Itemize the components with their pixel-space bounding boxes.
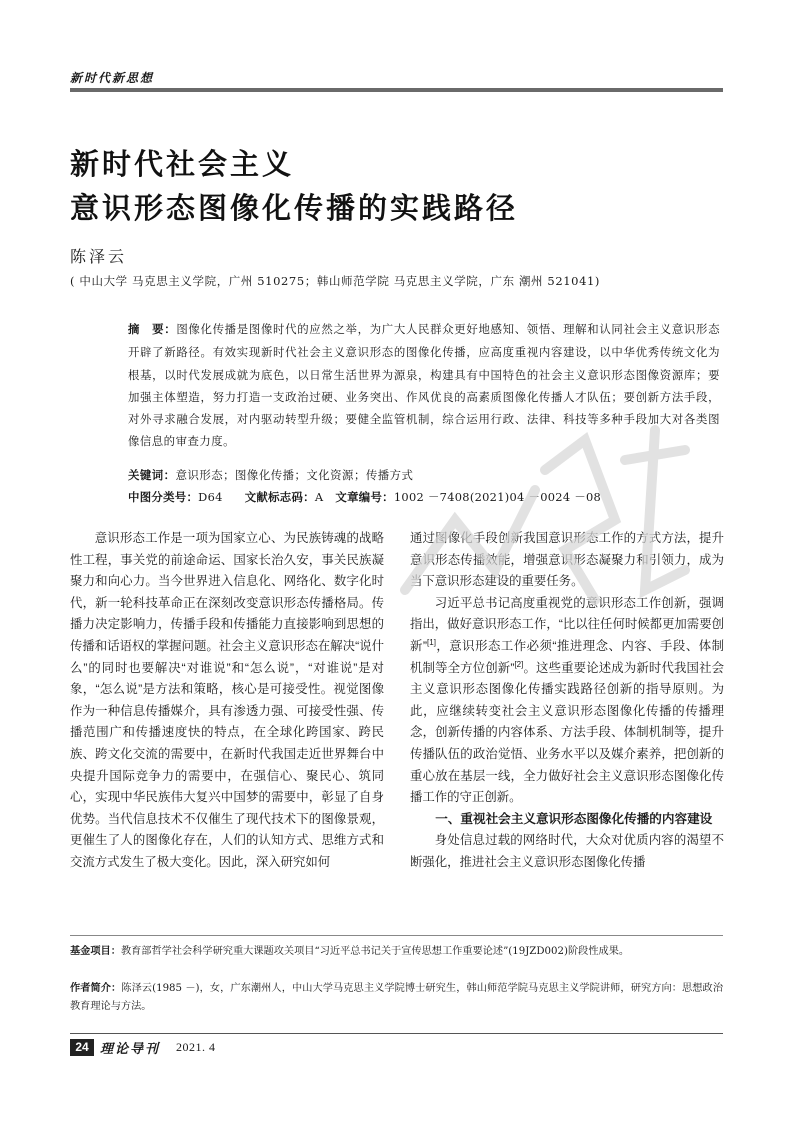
footer-rule: [70, 1033, 723, 1034]
doc-code-value: A: [314, 490, 324, 504]
clc-label: 中图分类号：: [128, 492, 199, 504]
abstract: [128, 318, 720, 453]
keywords-text: 意识形态；图像化传播；文化资源；传播方式: [175, 468, 414, 482]
header-rule: [70, 88, 723, 92]
keywords-label: 关键词：: [128, 470, 176, 482]
header-section-label: 新时代新思想: [70, 71, 155, 85]
abstract-label: 摘 要：: [128, 324, 177, 336]
abstract-text: 图像化传播是图像时代的应然之举，为广大人民群众更好地感知、领悟、理解和认同社会主义意识形态开辟了新路径。有效实现新时代社会主义意识形态的图像化传播，应高度重视内容建设，以中华优秀传统文化为根基，以时代发展成就为底色，以日常生活世界为源泉，构建具有中国特色的社会主义意识形态图像资源库；要加强主体塑造，努力打造一支政治过硬、业务突出、作风优良的高素质图像化传播人才队伍；要创新方法手段，对外寻求融合发展，对内驱动转型升级；要健全监管机制，综合运用行政、法律、科技等多种手段加大对各类图像信息的审查力度。: [128, 322, 720, 449]
author-bio-label: 作者简介：: [70, 983, 122, 994]
body-column-right: [410, 528, 724, 874]
citation-ref: [1]: [427, 637, 436, 647]
funding-label: 基金项目：: [70, 946, 121, 957]
journal-issue: 2021. 4: [176, 1040, 216, 1054]
footnote-rule: [70, 935, 723, 936]
author-bio-text: 陈泽云(1985 －)，女，广东潮州人，中山大学马克思主义学院博士研究生，韩山师范学院马克思主义学院讲师，研究方向：思想政治教育理论与方法。: [70, 983, 724, 1012]
paragraph-text: 习近平总书记高度重视党的意识形态工作创新，强调指出，做好意识形态工作，“比以往任何时候都更加需要创新”: [410, 595, 724, 653]
doc-code-label: 文献标志码：: [244, 492, 315, 504]
page-number: 24: [70, 1039, 94, 1056]
footnote-funding: [70, 943, 723, 961]
section-heading: 一、重视社会主义意识形态图像化传播的内容建设: [435, 811, 713, 826]
footnote-author-bio: [70, 980, 723, 1016]
paragraph-text: 。这些重要论述成为新时代我国社会主义意识形态图像化传播实践路径创新的指导原则。为此，应继续转变社会主义意识形态图像化传播的传播理念，创新传播的内容体系、方法手段、体制机制等，提升传播队伍的政治觉悟、业务水平以及媒介素养，把创新的重心放在基层一线，全力做好社会主义意识形态图像化传播工作的守正创新。: [410, 660, 724, 805]
article-number-value: 1002 －7408(2021)04 －0024 －08: [393, 490, 602, 504]
classification-line: [128, 489, 601, 505]
body-paragraph: [410, 593, 724, 809]
article-number-label: 文章编号：: [335, 492, 394, 504]
author-affiliation: ( 中山大学 马克思主义学院，广州 510275；韩山师范学院 马克思主义学院，广东 潮州 521041): [70, 274, 601, 288]
keywords: [128, 467, 413, 483]
article-title-line-2: 意识形态图像化传播的实践路径: [70, 193, 519, 225]
funding-text: 教育部哲学社会科学研究重大课题攻关项目“习近平总书记关于宣传思想工作重要论述”(19JZD002)阶段性成果。: [120, 946, 630, 957]
body-column-left: [70, 528, 384, 874]
paragraph-text: ，意识形态工作必须“推进理念、内容、手段、体制机制等全方位创新”: [410, 638, 724, 675]
clc-value: D64: [198, 490, 223, 504]
body-paragraph: 通过图像化手段创新我国意识形态工作的方式方法，提升意识形态传播效能，增强意识形态凝聚力和引领力，成为当下意识形态建设的重要任务。: [410, 531, 724, 589]
citation-ref: [2]: [514, 659, 524, 669]
body-paragraph: 意识形态工作是一项为国家立心、为民族铸魂的战略性工程，事关党的前途命运、国家长治久安，事关民族凝聚力和向心力。当今世界进入信息化、网络化、数字化时代，新一轮科技革命正在深刻改变意识形态传播格局。传播力决定影响力，传播手段和传播能力直接影响到思想的传播和话语权的掌握问题。社会主义意识形态在解决“说什么”的同时也要解决“对谁说”和“怎么说”，“对谁说”是对象，“怎么说”是方法和策略，核心是可接受性。视觉图像作为一种信息传播媒介，具有渗透力强、可接受性强、传播范围广和传播速度快的特点，在全球化跨国家、跨民族、跨文化交流的需要中，在新时代我国走近世界舞台中央提升国际竞争力的需要中，在强信心、聚民心、筑同心，实现中华民族伟大复兴中国梦的需要中，彰显了自身优势。当代信息技术不仅催生了现代技术下的图像景观，更催生了人的图像化存在，人们的认知方式、思维方式和交流方式发生了极大变化。因此，深入研究如何: [70, 531, 384, 869]
journal-name: 理论导刊: [100, 1042, 161, 1057]
body-paragraph: 身处信息过载的网络时代，大众对优质内容的渴望不断强化，推进社会主义意识形态图像化传播: [410, 833, 724, 869]
article-title-line-1: 新时代社会主义: [70, 149, 295, 181]
author-name: 陈泽云: [70, 247, 128, 266]
